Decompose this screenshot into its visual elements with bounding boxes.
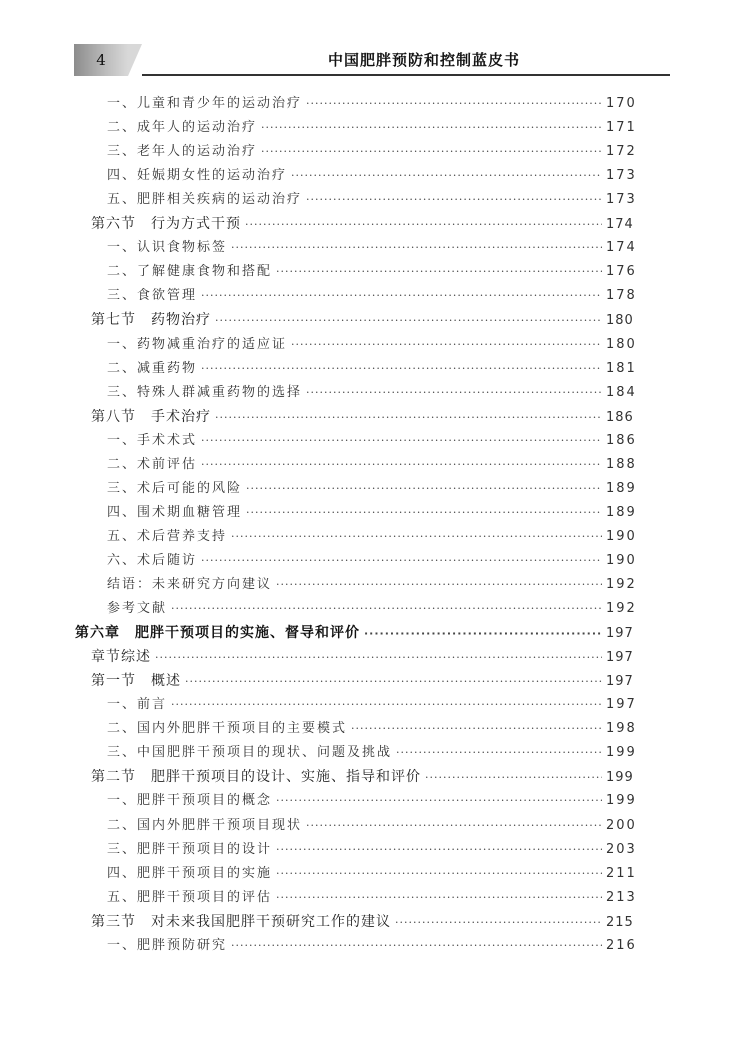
toc-entry-title: 二、术前评估 [107, 456, 198, 472]
header-rule [142, 44, 670, 76]
toc-entry-title: 三、肥胖干预项目的设计 [107, 841, 273, 857]
toc-leader-dots [306, 814, 602, 838]
toc-entry-title: 四、围术期血糖管理 [107, 504, 243, 520]
toc-leader-dots [276, 886, 602, 910]
toc-leader-dots [171, 693, 602, 717]
toc-entry[interactable] [107, 573, 637, 597]
toc-entry[interactable] [91, 765, 632, 789]
toc-entry-title: 三、中国肥胖干预项目的现状、问题及挑战 [107, 745, 393, 761]
page-number-tab [74, 44, 128, 76]
toc-leader-dots [276, 260, 602, 284]
toc-entry[interactable] [107, 140, 637, 164]
toc-leader-dots [201, 429, 602, 453]
toc-leader-dots [261, 140, 602, 164]
toc-leader-dots [185, 670, 602, 694]
toc-entry-title: 第七节 药物治疗 [91, 312, 211, 329]
toc-entry[interactable] [107, 934, 637, 958]
toc-entry[interactable] [107, 693, 637, 717]
toc-entry-page: 197 [606, 674, 634, 690]
toc-entry-title: 四、妊娠期女性的运动治疗 [107, 168, 288, 184]
toc-entry[interactable] [107, 284, 637, 308]
toc-entry[interactable] [107, 741, 637, 765]
toc-entry-title: 一、肥胖干预项目的概念 [107, 793, 273, 809]
toc-entry[interactable] [107, 838, 637, 862]
toc-leader-dots [245, 213, 602, 237]
toc-entry-page: 174 [606, 217, 634, 233]
toc-entry-title: 章节综述 [91, 649, 151, 666]
toc-leader-dots [201, 284, 602, 308]
toc-entry-page: 215 [606, 914, 634, 930]
toc-entry-page: 192 [606, 577, 637, 592]
toc-entry-page: 190 [606, 528, 637, 544]
toc-entry[interactable] [107, 453, 637, 477]
toc-entry-title: 一、肥胖预防研究 [107, 937, 228, 953]
toc-entry[interactable] [107, 549, 637, 573]
toc-entry-title: 六、术后随访 [107, 552, 198, 568]
toc-entry-title: 第八节 手术治疗 [91, 408, 211, 425]
toc-entry[interactable] [107, 789, 637, 813]
toc-entry-page: 186 [606, 432, 637, 448]
toc-leader-dots [201, 453, 602, 477]
toc-entry[interactable] [107, 814, 637, 838]
toc-leader-dots [246, 501, 602, 525]
toc-entry[interactable] [107, 381, 637, 405]
toc-leader-dots [155, 646, 602, 670]
toc-entry-page: 174 [606, 240, 637, 256]
toc-entry-title: 第六章 肥胖干预项目的实施、督导和评价 [75, 625, 360, 642]
toc-entry-page: 199 [606, 745, 637, 761]
toc-entry-title: 二、国内外肥胖干预项目的主要模式 [107, 721, 348, 737]
toc-leader-dots [171, 597, 602, 621]
toc-entry[interactable] [107, 477, 637, 501]
toc-leader-dots [396, 741, 602, 765]
toc-entry-page: 197 [606, 626, 634, 642]
page-header [74, 44, 670, 76]
toc-entry-title: 三、老年人的运动治疗 [107, 144, 258, 160]
toc-leader-dots [246, 477, 602, 501]
toc-entry[interactable] [107, 886, 637, 910]
toc-leader-dots [276, 789, 602, 813]
toc-entry[interactable] [75, 621, 632, 645]
toc-entry-title: 三、特殊人群减重药物的选择 [107, 384, 303, 400]
book-title: 中国肥胖预防和控制蓝皮书 [327, 50, 520, 69]
toc-entry-title: 一、认识食物标签 [107, 240, 228, 256]
toc-entry-title: 五、肥胖干预项目的评估 [107, 889, 273, 905]
toc-entry-title: 三、食欲管理 [107, 288, 198, 304]
toc-entry-page: 197 [606, 650, 634, 666]
toc-entry-page: 176 [606, 264, 637, 280]
toc-entry[interactable] [107, 260, 637, 284]
toc-entry-page: 180 [606, 336, 637, 352]
toc-entry[interactable] [107, 862, 637, 886]
toc-entry[interactable] [91, 405, 632, 429]
toc-leader-dots [201, 357, 602, 381]
toc-leader-dots [231, 236, 602, 260]
toc-entry-page: 216 [606, 937, 637, 953]
toc-entry[interactable] [107, 188, 637, 212]
toc-entry-page: 203 [606, 841, 637, 857]
page-number: 4 [96, 51, 106, 69]
toc-entry[interactable] [107, 236, 637, 260]
toc-entry[interactable] [107, 525, 637, 549]
toc-entry[interactable] [107, 717, 637, 741]
toc-entry[interactable] [107, 116, 637, 140]
toc-entry-page: 172 [606, 144, 637, 160]
toc-entry-title: 第六节 行为方式干预 [91, 216, 241, 233]
toc-entry-page: 189 [606, 504, 637, 520]
toc-leader-dots [306, 188, 602, 212]
toc-entry[interactable] [91, 645, 632, 669]
toc-leader-dots [351, 717, 602, 741]
toc-entry[interactable] [91, 669, 632, 693]
toc-entry-page: 199 [606, 770, 634, 786]
toc-entry-title: 一、儿童和青少年的运动治疗 [107, 96, 303, 111]
toc-entry-title: 第二节 肥胖干预项目的设计、实施、指导和评价 [91, 769, 421, 786]
toc-entry-title: 二、减重药物 [107, 360, 198, 376]
toc-entry-title: 参考文献 [107, 601, 168, 617]
toc-entry[interactable] [91, 910, 632, 934]
toc-entry-page: 178 [606, 288, 637, 304]
toc-entry-page: 186 [606, 409, 634, 425]
toc-entry-title: 二、国内外肥胖干预项目现状 [107, 817, 303, 833]
toc-entry[interactable] [107, 501, 637, 525]
toc-entry-title: 结语：未来研究方向建议 [107, 577, 273, 592]
toc-entry-title: 一、药物减重治疗的适应证 [107, 336, 288, 352]
toc-entry[interactable] [107, 597, 637, 621]
toc-entry-page: 181 [606, 360, 637, 376]
toc-entry-title: 三、术后可能的风险 [107, 480, 243, 496]
toc-entry-title: 四、肥胖干预项目的实施 [107, 865, 273, 881]
toc-entry-page: 211 [606, 865, 637, 881]
toc-entry[interactable] [91, 308, 632, 332]
toc-entry-title: 第三节 对未来我国肥胖干预研究工作的建议 [91, 913, 391, 930]
toc-entry-page: 213 [606, 889, 637, 905]
toc-entry-page: 171 [606, 120, 637, 136]
toc-entry-page: 189 [606, 480, 637, 496]
toc-entry-page: 199 [606, 793, 637, 809]
toc-leader-dots [231, 934, 602, 958]
toc-entry-title: 一、前言 [107, 697, 168, 713]
toc-leader-dots [201, 549, 602, 573]
toc-entry-page: 173 [606, 168, 637, 184]
toc-entry[interactable] [107, 92, 637, 116]
toc-entry[interactable] [91, 212, 632, 236]
toc-entry-title: 五、肥胖相关疾病的运动治疗 [107, 192, 303, 208]
toc-leader-dots [276, 862, 602, 886]
toc-entry[interactable] [107, 357, 637, 381]
toc-entry[interactable] [107, 333, 637, 357]
toc-entry[interactable] [107, 164, 637, 188]
toc-leader-dots [364, 622, 602, 646]
toc-leader-dots [291, 333, 602, 357]
toc-entry-title: 一、手术术式 [107, 432, 198, 448]
toc-entry-page: 188 [606, 456, 637, 472]
toc-leader-dots [395, 911, 602, 935]
toc-entry-title: 五、术后营养支持 [107, 528, 228, 544]
toc-entry[interactable] [107, 429, 637, 453]
toc-leader-dots [306, 381, 602, 405]
toc-entry-page: 180 [606, 313, 634, 329]
toc-leader-dots [276, 573, 602, 597]
toc-leader-dots [306, 92, 602, 116]
toc-entry-title: 二、了解健康食物和搭配 [107, 264, 273, 280]
toc-entry-page: 173 [606, 192, 637, 208]
toc-entry-title: 二、成年人的运动治疗 [107, 120, 258, 136]
toc-leader-dots [215, 309, 602, 333]
toc-entry-page: 170 [606, 96, 637, 111]
toc-leader-dots [215, 406, 602, 430]
toc-leader-dots [425, 766, 602, 790]
toc-entry-title: 第一节 概述 [91, 673, 181, 690]
toc-entry-page: 192 [606, 601, 637, 617]
toc-leader-dots [276, 838, 602, 862]
toc-entry-page: 184 [606, 384, 637, 400]
toc-entry-page: 197 [606, 697, 637, 713]
toc-entry-page: 190 [606, 552, 637, 568]
toc-entry-page: 200 [606, 817, 637, 833]
toc-entry-page: 198 [606, 721, 637, 737]
toc-leader-dots [261, 116, 602, 140]
toc-leader-dots [231, 525, 602, 549]
toc-leader-dots [291, 164, 602, 188]
